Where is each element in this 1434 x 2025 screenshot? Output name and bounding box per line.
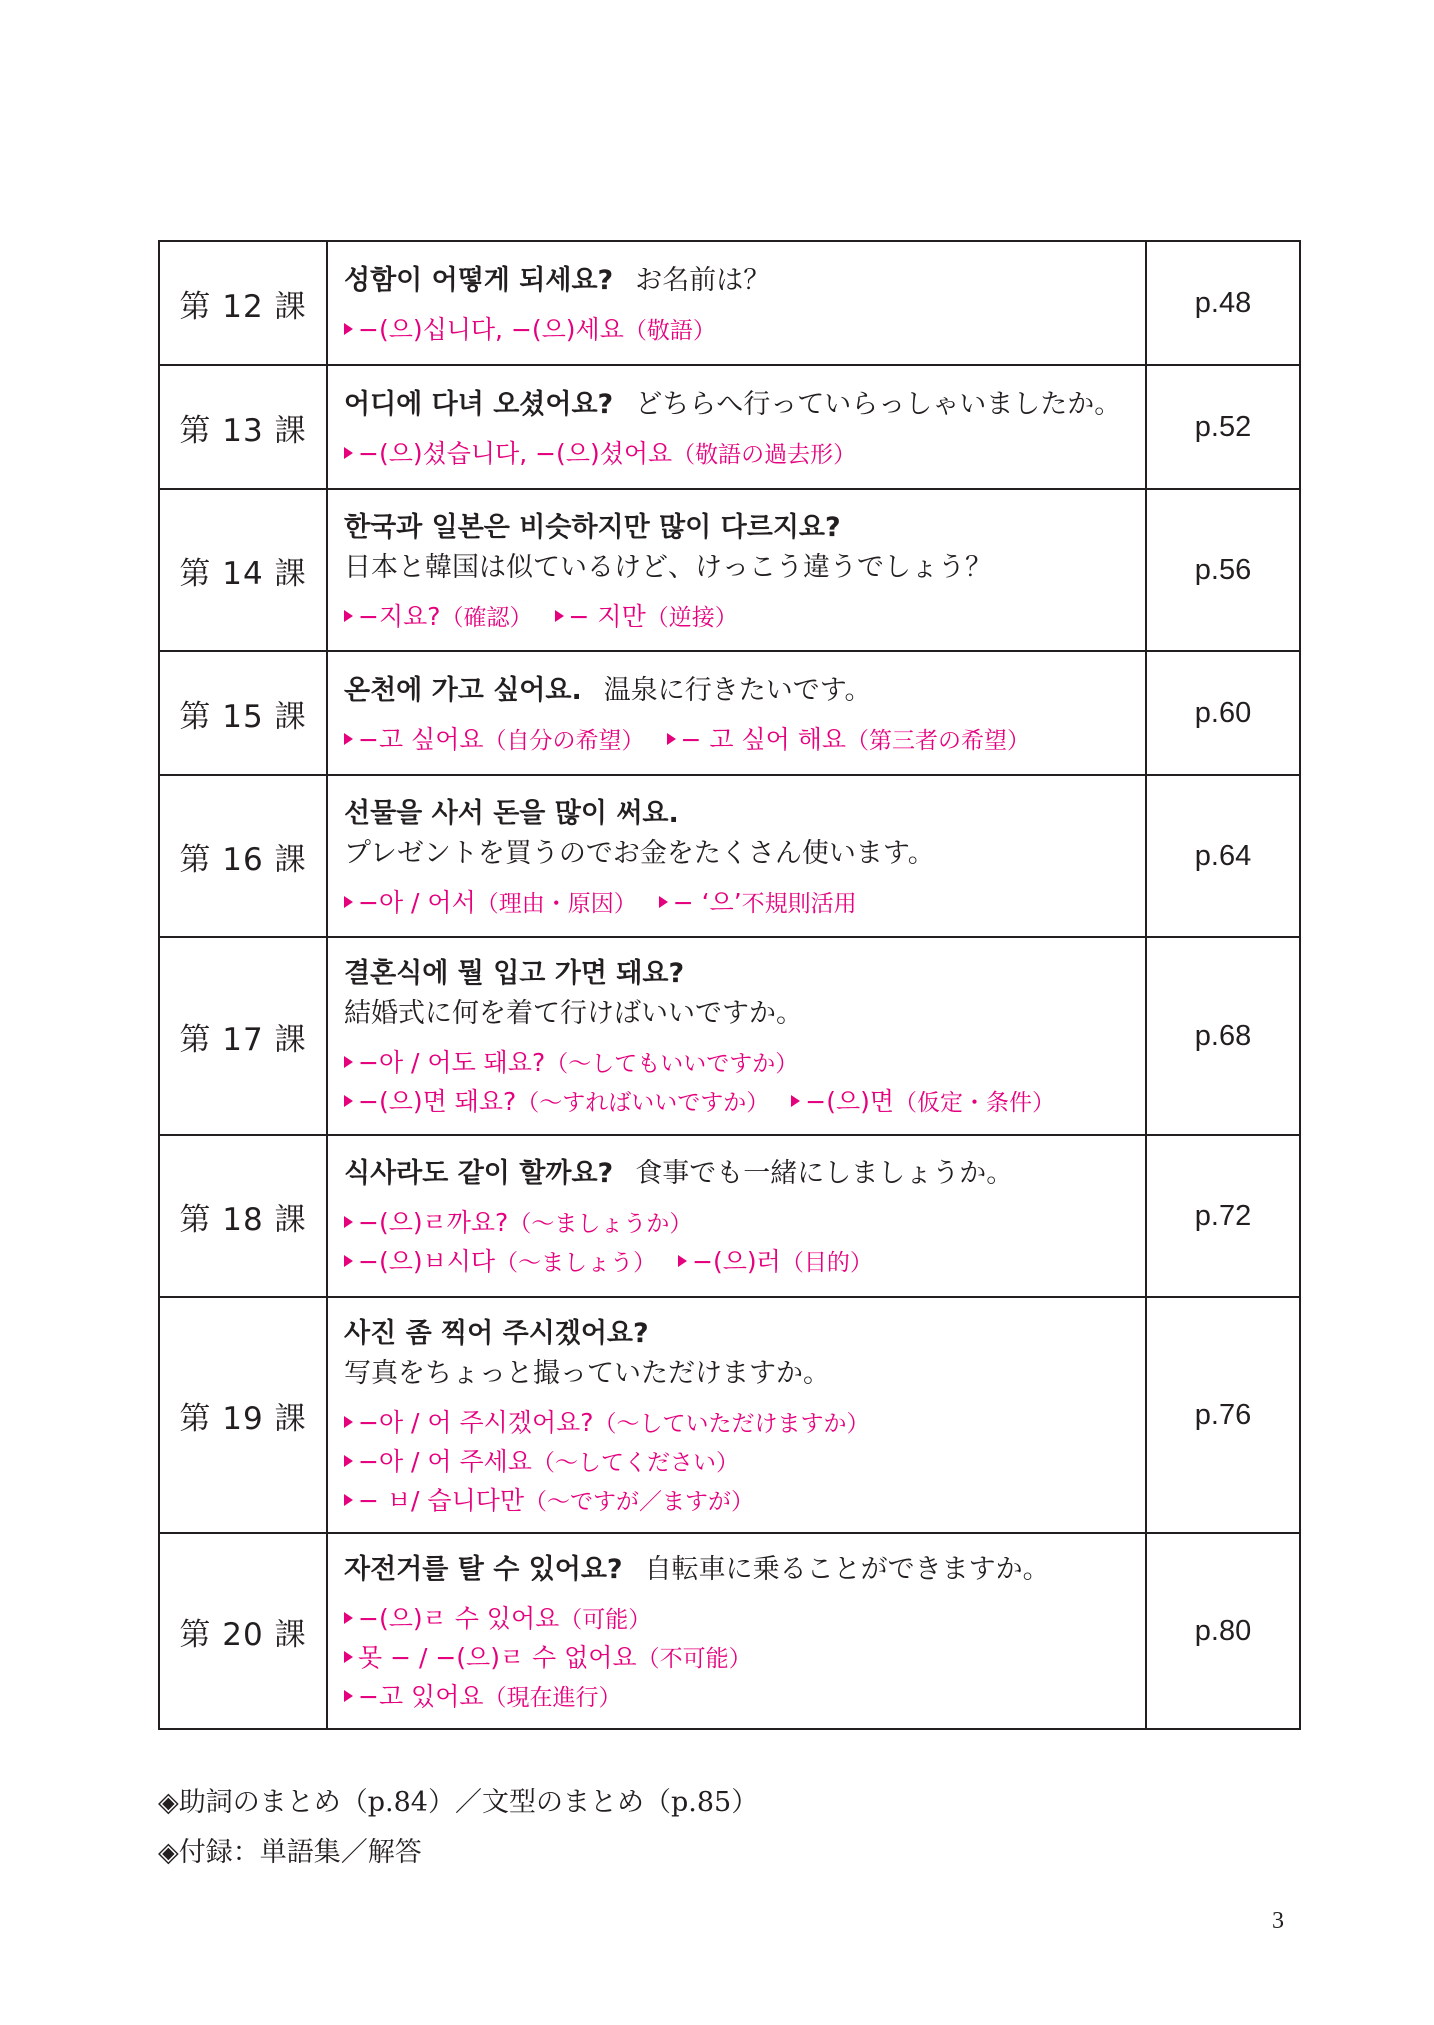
appendix-notes	[158, 1778, 758, 1878]
grammar-point	[678, 1247, 873, 1276]
lesson-content	[327, 489, 1146, 651]
grammar-points	[344, 598, 1131, 637]
grammar-pattern: −아 / 어 주시겠어요?	[358, 1407, 594, 1437]
lesson-title	[344, 261, 1131, 301]
lesson-row	[159, 489, 1300, 651]
grammar-note: （〜ましょうか）	[508, 1211, 693, 1237]
triangle-bullet-icon	[344, 1416, 353, 1428]
grammar-line	[344, 721, 1131, 760]
grammar-point	[344, 315, 716, 344]
triangle-bullet-icon	[555, 610, 564, 622]
grammar-note: （現在進行）	[483, 1684, 622, 1711]
table-of-contents	[158, 240, 1301, 1730]
korean-sentence: 성함이 어떻게 되세요?	[344, 264, 614, 296]
page-reference: p.72	[1146, 1135, 1300, 1297]
lesson-row	[159, 1135, 1300, 1297]
grammar-note: （仮定・条件）	[894, 1090, 1056, 1116]
grammar-point	[344, 439, 856, 468]
grammar-pattern: −(으)셨습니다, −(으)셨어요	[358, 438, 673, 468]
lesson-title	[344, 1550, 1131, 1590]
grammar-note: （逆接）	[645, 604, 738, 631]
lesson-content	[327, 1297, 1146, 1533]
page-reference: p.80	[1146, 1533, 1300, 1729]
lesson-content	[327, 937, 1146, 1135]
grammar-line	[344, 1443, 1131, 1482]
grammar-pattern: −(으)ㄹ까요?	[358, 1208, 509, 1237]
grammar-point	[344, 1486, 754, 1515]
grammar-note: （〜ましょう）	[495, 1250, 657, 1276]
lesson-content	[327, 1135, 1146, 1297]
page-reference: p.76	[1146, 1297, 1300, 1533]
lesson-number: 第 12 課	[159, 241, 327, 365]
grammar-point	[659, 888, 857, 917]
grammar-point	[344, 1682, 622, 1711]
korean-sentence: 사진 좀 찍어 주시겠어요?	[344, 1317, 649, 1349]
grammar-points	[344, 884, 1131, 923]
lesson-content	[327, 1533, 1146, 1729]
grammar-point	[791, 1087, 1055, 1116]
triangle-bullet-icon	[344, 1216, 353, 1228]
grammar-note: （敬語）	[623, 317, 716, 344]
grammar-pattern: −고 있어요	[358, 1681, 484, 1711]
triangle-bullet-icon	[678, 1255, 687, 1267]
page-reference: p.60	[1146, 651, 1300, 775]
grammar-points	[344, 1044, 1131, 1122]
korean-sentence: 온천에 가고 싶어요.	[344, 674, 582, 706]
page-reference: p.52	[1146, 365, 1300, 489]
grammar-point	[667, 725, 1031, 754]
page-reference: p.64	[1146, 775, 1300, 937]
grammar-point	[344, 1048, 798, 1077]
korean-sentence: 식사라도 같이 할까요?	[344, 1158, 614, 1189]
grammar-note: （〜していただけますか）	[593, 1410, 870, 1437]
grammar-point	[344, 1604, 651, 1633]
grammar-points	[344, 721, 1131, 760]
grammar-note: （不可能）	[636, 1645, 752, 1672]
japanese-translation: 写真をちょっと撮っていただけますか。	[344, 1357, 830, 1389]
grammar-point	[344, 1208, 692, 1237]
triangle-bullet-icon	[344, 1494, 353, 1506]
lesson-number: 第 14 課	[159, 489, 327, 651]
lesson-row	[159, 365, 1300, 489]
lesson-title	[344, 1314, 1131, 1394]
grammar-point	[555, 602, 738, 631]
korean-sentence: 한국과 일본은 비슷하지만 많이 다르지요?	[344, 511, 841, 543]
grammar-point	[344, 1643, 752, 1672]
triangle-bullet-icon	[344, 1095, 353, 1107]
grammar-pattern: −(으)ㅂ시다	[358, 1247, 496, 1276]
lesson-title	[344, 1154, 1131, 1194]
korean-sentence: 어디에 다녀 오셨어요?	[344, 388, 614, 420]
grammar-pattern: −(으)면 돼요?	[358, 1087, 517, 1116]
lesson-title	[344, 671, 1131, 711]
grammar-line	[344, 598, 1131, 637]
grammar-note: （理由・原因）	[475, 890, 637, 917]
grammar-points	[344, 1404, 1131, 1521]
grammar-line	[344, 1600, 1131, 1639]
grammar-pattern: −지요?	[358, 601, 441, 631]
japanese-translation: お名前は？	[635, 264, 771, 296]
grammar-line	[344, 1678, 1131, 1717]
page-number: 3	[1272, 1908, 1284, 1934]
grammar-pattern: − 고 싶어 해요	[680, 724, 847, 754]
triangle-bullet-icon	[344, 1255, 353, 1267]
lesson-content	[327, 775, 1146, 937]
lesson-row	[159, 1297, 1300, 1533]
triangle-bullet-icon	[344, 1455, 353, 1467]
grammar-point	[344, 725, 645, 754]
grammar-pattern: −아 / 어도 돼요?	[358, 1048, 546, 1077]
grammar-line	[344, 1044, 1131, 1083]
grammar-note: （第三者の希望）	[846, 727, 1031, 754]
japanese-translation: 日本と韓国は似ているけど、けっこう違うでしょう？	[344, 551, 992, 583]
grammar-note: （〜ですが／ますが）	[524, 1488, 755, 1515]
grammar-pattern: −아 / 어 주세요	[358, 1446, 532, 1476]
lesson-title	[344, 508, 1131, 588]
lesson-number: 第 17 課	[159, 937, 327, 1135]
grammar-points	[344, 435, 1131, 474]
triangle-bullet-icon	[344, 610, 353, 622]
grammar-note: （可能）	[559, 1606, 652, 1633]
korean-sentence: 자전거를 탈 수 있어요?	[344, 1553, 623, 1585]
grammar-note: 不規則活用	[741, 890, 857, 917]
lesson-row	[159, 651, 1300, 775]
grammar-points	[344, 311, 1131, 350]
grammar-pattern: − ‘으’	[672, 887, 742, 917]
grammar-points	[344, 1600, 1131, 1717]
grammar-point	[344, 888, 637, 917]
appendix-note-supplement: ◈付録：単語集／解答	[158, 1837, 422, 1868]
grammar-line	[344, 1639, 1131, 1678]
japanese-translation: 食事でも一緒にしましょうか。	[635, 1158, 1014, 1189]
lesson-title	[344, 385, 1131, 425]
grammar-note: （目的）	[780, 1250, 873, 1276]
lesson-row	[159, 1533, 1300, 1729]
grammar-point	[344, 1447, 739, 1476]
grammar-line	[344, 1204, 1131, 1243]
appendix-note-summary: ◈助詞のまとめ（p.84）／文型のまとめ（p.85）	[158, 1787, 759, 1818]
triangle-bullet-icon	[344, 1651, 353, 1663]
triangle-bullet-icon	[659, 896, 668, 908]
japanese-translation: 自転車に乗ることができますか。	[644, 1553, 1050, 1585]
grammar-point	[344, 1247, 656, 1276]
grammar-note: （〜すればいいですか）	[516, 1090, 770, 1116]
triangle-bullet-icon	[344, 447, 353, 459]
triangle-bullet-icon	[344, 1056, 353, 1068]
triangle-bullet-icon	[344, 323, 353, 335]
grammar-line	[344, 435, 1131, 474]
triangle-bullet-icon	[344, 733, 353, 745]
grammar-note: （〜してください）	[531, 1449, 739, 1476]
lesson-title	[344, 794, 1131, 874]
lesson-number: 第 15 課	[159, 651, 327, 775]
triangle-bullet-icon	[344, 1690, 353, 1702]
grammar-line	[344, 884, 1131, 923]
grammar-pattern: − 지만	[568, 601, 646, 631]
grammar-line	[344, 311, 1131, 350]
lesson-number: 第 20 課	[159, 1533, 327, 1729]
page-reference: p.68	[1146, 937, 1300, 1135]
grammar-pattern: −고 싶어요	[358, 724, 484, 754]
grammar-line	[344, 1243, 1131, 1282]
grammar-pattern: 못 − / −(으)ㄹ 수 없어요	[358, 1642, 637, 1672]
lesson-row	[159, 937, 1300, 1135]
grammar-pattern: −(으)면	[805, 1087, 895, 1116]
grammar-note: （確認）	[440, 604, 533, 631]
grammar-note: （敬語の過去形）	[672, 441, 857, 468]
lesson-row	[159, 775, 1300, 937]
triangle-bullet-icon	[344, 896, 353, 908]
lesson-number: 第 16 課	[159, 775, 327, 937]
triangle-bullet-icon	[344, 1612, 353, 1624]
lesson-number: 第 13 課	[159, 365, 327, 489]
grammar-pattern: −아 / 어서	[358, 887, 476, 917]
lesson-content	[327, 651, 1146, 775]
japanese-translation: 結婚式に何を着て行けばいいですか。	[344, 998, 803, 1029]
grammar-line	[344, 1083, 1131, 1122]
grammar-points	[344, 1204, 1131, 1282]
japanese-translation: どちらへ行っていらっしゃいましたか。	[635, 388, 1122, 420]
triangle-bullet-icon	[791, 1095, 800, 1107]
lesson-row	[159, 241, 1300, 365]
page-reference: p.48	[1146, 241, 1300, 365]
grammar-line	[344, 1404, 1131, 1443]
lesson-content	[327, 365, 1146, 489]
grammar-point	[344, 602, 533, 631]
grammar-note: （自分の希望）	[483, 727, 645, 754]
lesson-content	[327, 241, 1146, 365]
lesson-number: 第 19 課	[159, 1297, 327, 1533]
page-reference: p.56	[1146, 489, 1300, 651]
grammar-line	[344, 1482, 1131, 1521]
lesson-number: 第 18 課	[159, 1135, 327, 1297]
lesson-title	[344, 954, 1131, 1034]
japanese-translation: 温泉に行きたいです。	[603, 674, 872, 706]
grammar-point	[344, 1087, 769, 1116]
grammar-pattern: −(으)러	[692, 1247, 781, 1276]
grammar-pattern: − ㅂ/ 습니다만	[358, 1485, 525, 1515]
grammar-pattern: −(으)십니다, −(으)세요	[358, 314, 624, 344]
grammar-point	[344, 1408, 870, 1437]
korean-sentence: 선물을 사서 돈을 많이 써요.	[344, 797, 679, 829]
grammar-note: （〜してもいいですか）	[545, 1051, 799, 1077]
triangle-bullet-icon	[667, 733, 676, 745]
korean-sentence: 결혼식에 뭘 입고 가면 돼요?	[344, 958, 685, 989]
japanese-translation: プレゼントを買うのでお金をたくさん使います。	[344, 837, 935, 869]
grammar-pattern: −(으)ㄹ 수 있어요	[358, 1603, 560, 1633]
